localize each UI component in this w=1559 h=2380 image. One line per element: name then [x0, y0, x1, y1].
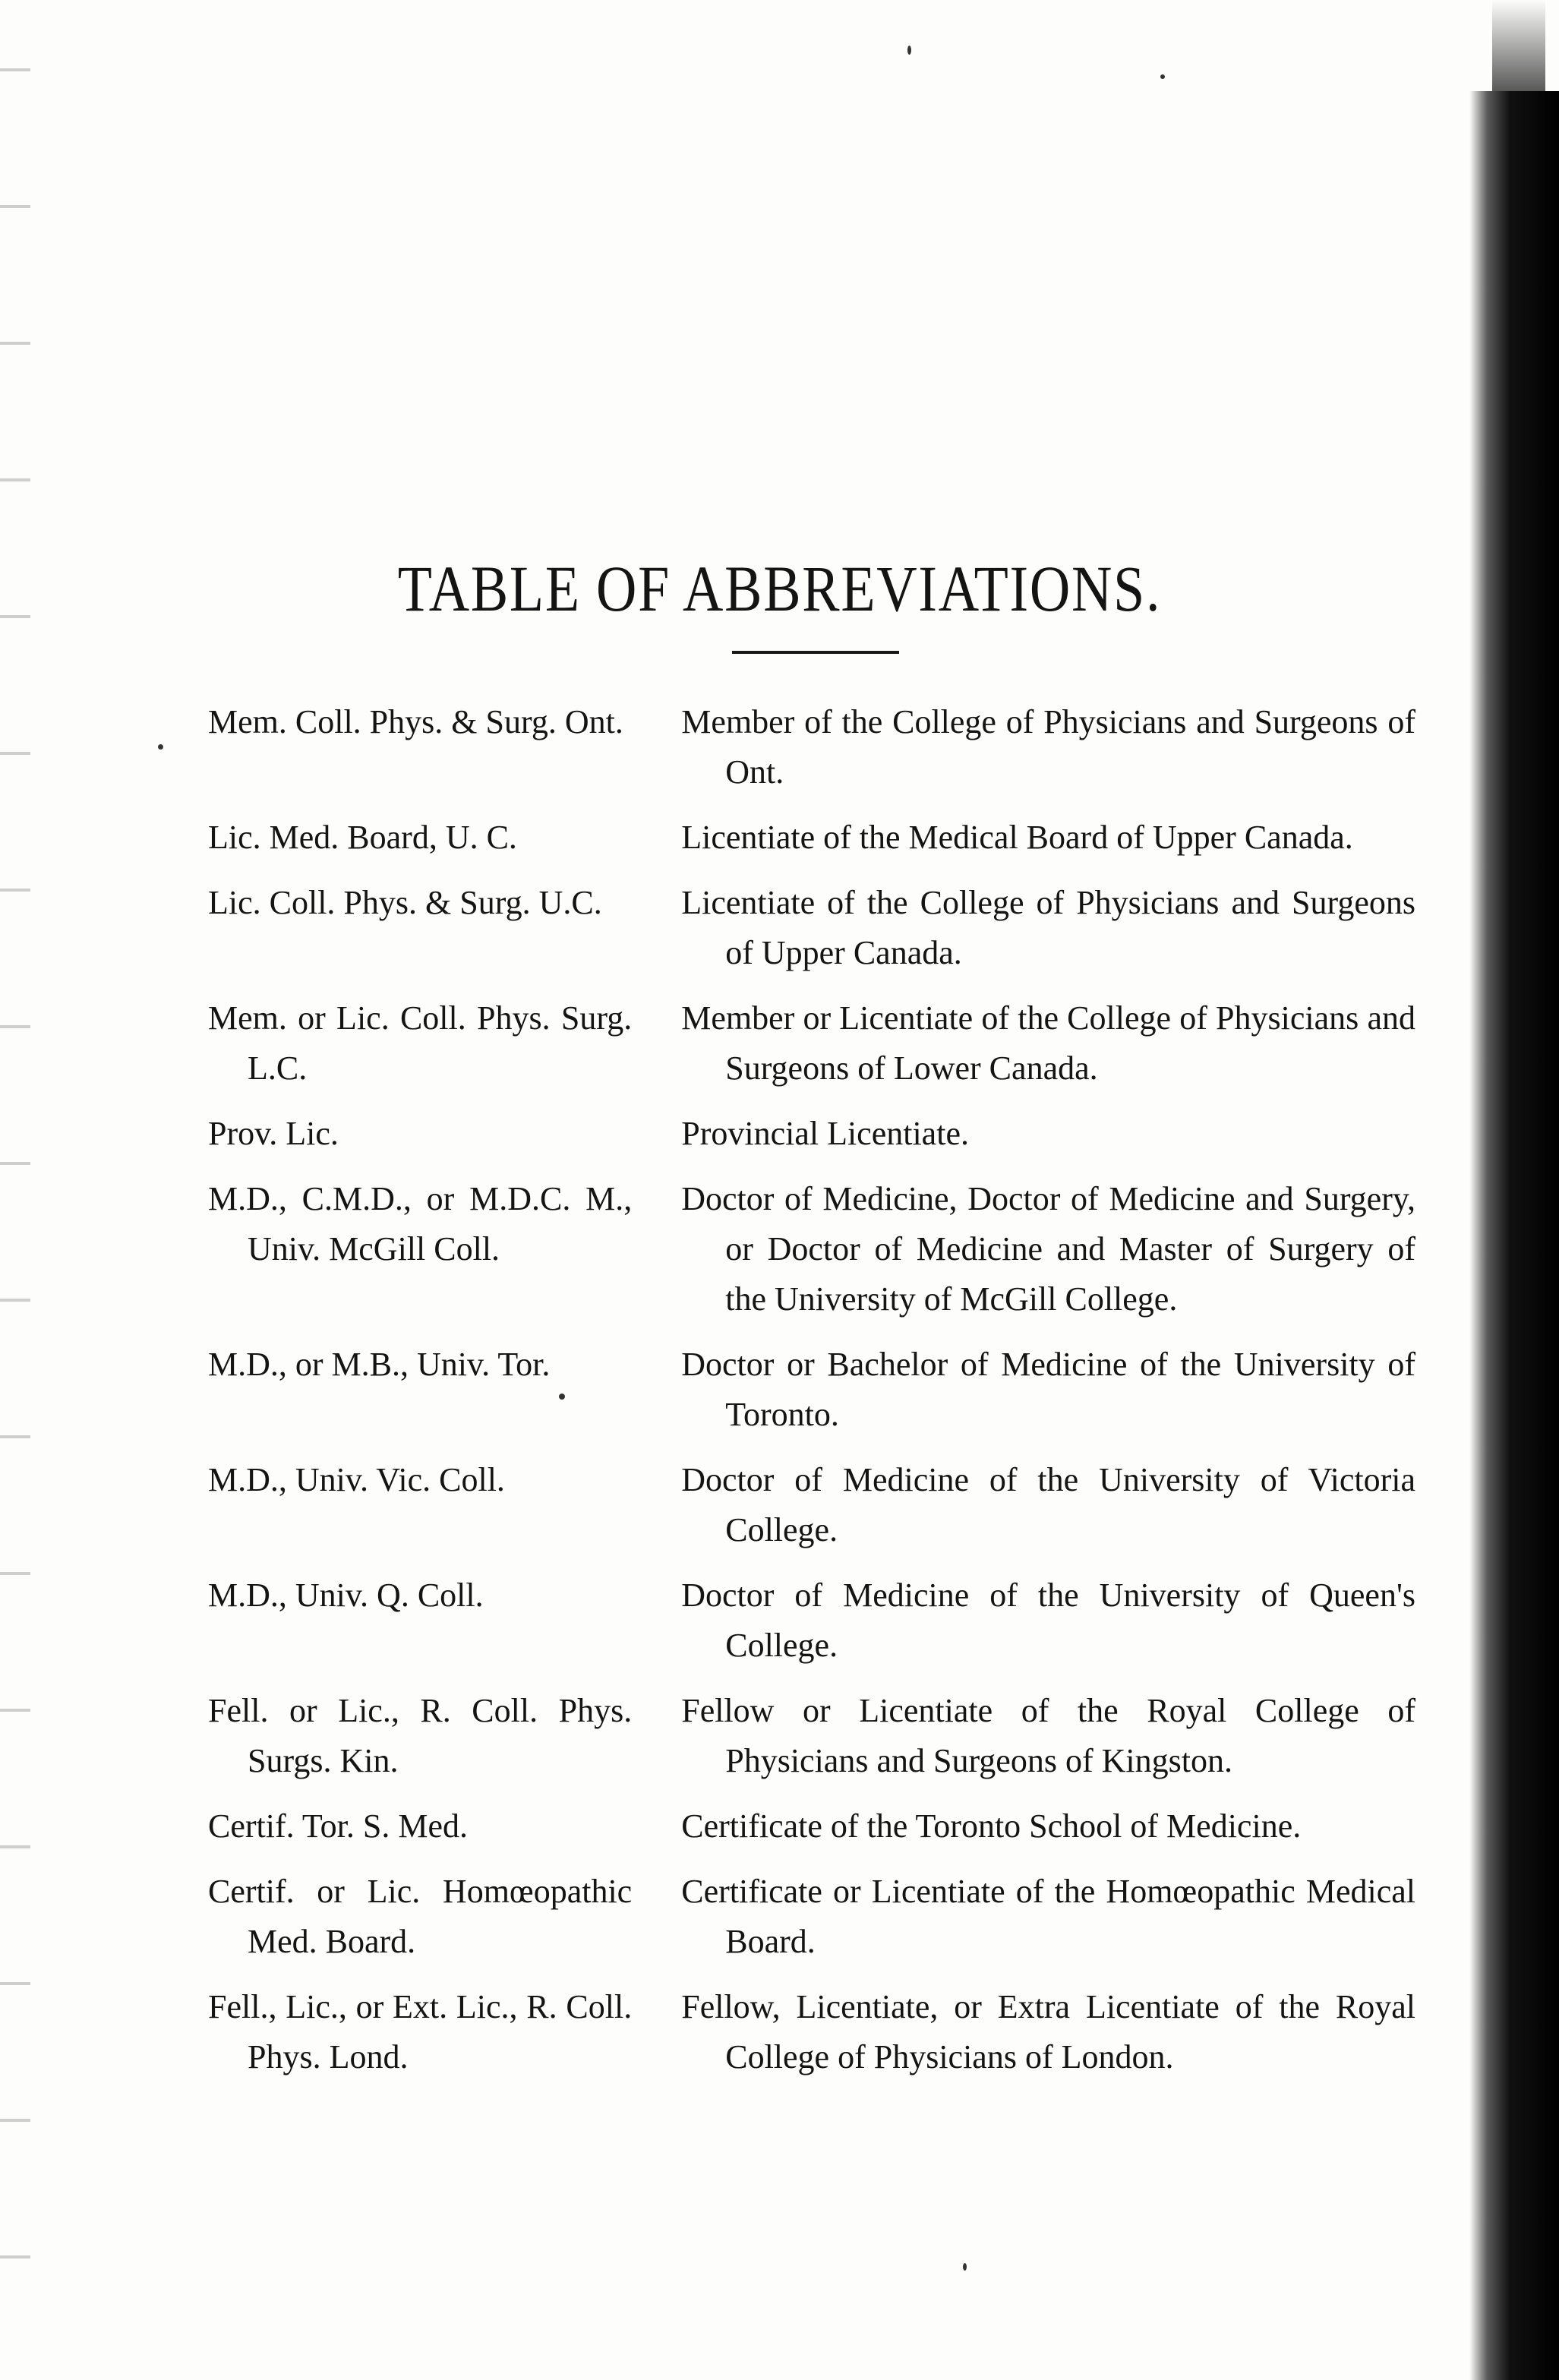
abbreviation-entry	[200, 878, 1415, 978]
abbreviation-meaning: Certificate or Licentiate of the Homœopathic Medical Board.	[681, 1873, 1415, 1960]
abbreviation: Lic. Med. Board, U. C.	[208, 819, 517, 856]
scan-speck	[1160, 74, 1165, 79]
page-left-edge	[0, 0, 30, 2380]
abbreviation: Mem. Coll. Phys. & Surg. Ont.	[208, 703, 623, 740]
abbreviation-meaning: Member of the College of Physicians and Surgeons of Ont.	[681, 703, 1415, 791]
abbreviation-meaning: Doctor of Medicine of the University of Queen's College.	[681, 1577, 1415, 1664]
abbreviation-entry	[200, 813, 1415, 863]
abbreviation-entry	[200, 1801, 1415, 1851]
binding-shadow	[1469, 91, 1559, 2380]
abbreviation-meaning: Doctor or Bachelor of Medicine of the University of Toronto.	[681, 1346, 1415, 1433]
abbreviation-entry	[200, 1174, 1415, 1324]
abbreviation-meaning: Fellow or Licentiate of the Royal College of Physicians and Surgeons of Kingston.	[681, 1692, 1415, 1779]
abbreviation-entry	[200, 1867, 1415, 1967]
abbreviation-entry	[200, 1570, 1415, 1671]
scan-speck	[963, 2263, 967, 2271]
abbreviation-meaning: Certificate of the Toronto School of Medicine.	[681, 1807, 1302, 1845]
abbreviation-meaning: Licentiate of the Medical Board of Upper Canada.	[681, 819, 1353, 856]
abbreviation-meaning: Fellow, Licentiate, or Extra Licentiate of the Royal College of Physicians of London.	[681, 1988, 1415, 2075]
abbreviation: M.D., Univ. Q. Coll.	[208, 1577, 484, 1614]
abbreviation: M.D., C.M.D., or M.D.C. M., Univ. McGill Coll.	[208, 1180, 633, 1267]
abbreviation-meaning: Member or Licentiate of the College of Physicians and Surgeons of Lower Canada.	[681, 999, 1415, 1087]
scan-speck	[158, 744, 163, 750]
abbreviation: Prov. Lic.	[208, 1115, 339, 1152]
abbreviation: Certif. Tor. S. Med.	[208, 1807, 468, 1845]
abbreviation: M.D., Univ. Vic. Coll.	[208, 1461, 505, 1498]
abbreviation-entry	[200, 1982, 1415, 2082]
abbreviation-meaning: Provincial Licentiate.	[681, 1115, 969, 1152]
abbreviation-entry	[200, 1686, 1415, 1786]
abbreviation-entry	[200, 1455, 1415, 1555]
abbreviation-meaning: Doctor of Medicine, Doctor of Medicine and Surgery, or Doctor of Medicine and Master of Surgery of the University of McGill College.	[681, 1180, 1415, 1318]
scan-speck	[907, 46, 911, 55]
abbreviation: M.D., or M.B., Univ. Tor.	[208, 1346, 551, 1383]
abbreviation: Fell., Lic., or Ext. Lic., R. Coll. Phys. Lond.	[208, 1988, 633, 2075]
abbreviation-meaning: Licentiate of the College of Physicians and Surgeons of Upper Canada.	[681, 884, 1415, 971]
abbreviation-meaning: Doctor of Medicine of the University of Victoria College.	[681, 1461, 1415, 1548]
abbreviation: Lic. Coll. Phys. & Surg. U.C.	[208, 884, 602, 921]
abbreviation-entry	[200, 993, 1415, 1094]
abbreviation-entry	[200, 697, 1415, 797]
page-title: TABLE OF ABBREVIATIONS.	[397, 552, 1162, 625]
abbreviations-table	[200, 697, 1415, 2082]
abbreviation-entry	[200, 1340, 1415, 1440]
abbreviation-entry	[200, 1109, 1415, 1159]
abbreviation: Certif. or Lic. Homœopathic Med. Board.	[208, 1873, 633, 1960]
abbreviation: Mem. or Lic. Coll. Phys. Surg. L.C.	[208, 999, 633, 1087]
abbreviation: Fell. or Lic., R. Coll. Phys. Surgs. Kin.	[208, 1692, 633, 1779]
title-rule	[732, 651, 899, 654]
